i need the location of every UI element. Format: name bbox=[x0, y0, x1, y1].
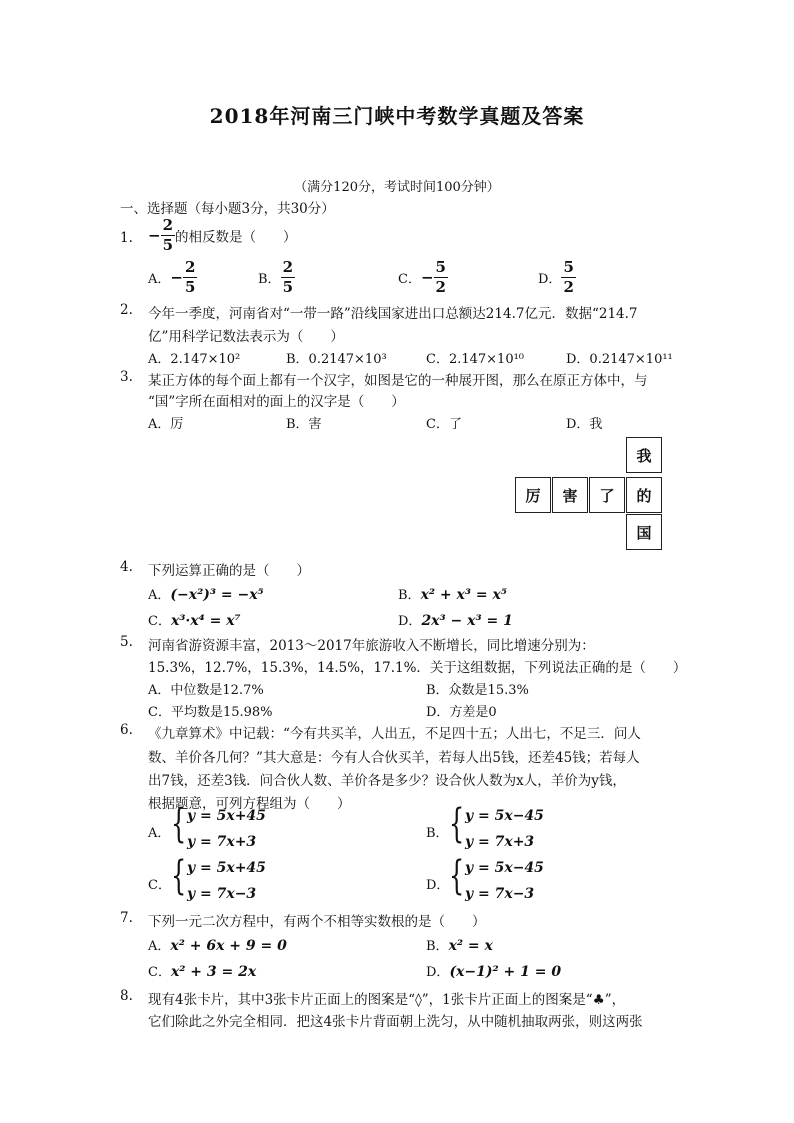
q4-option-c[interactable]: C．x³·x⁴ = x⁷ bbox=[148, 613, 241, 629]
brace-icon: { bbox=[171, 801, 187, 847]
q8-number: 8. bbox=[120, 988, 133, 1004]
q3-option-b[interactable]: B．害 bbox=[286, 417, 322, 432]
q7-option-a[interactable]: A．x² + 6x + 9 = 0 bbox=[148, 938, 287, 954]
net-cell-le: 了 bbox=[589, 477, 625, 513]
q5-option-c[interactable]: C．平均数是15.98% bbox=[148, 705, 273, 720]
exam-subtitle: （满分120分，考试时间100分钟） bbox=[294, 180, 500, 195]
q3-option-c[interactable]: C．了 bbox=[426, 417, 462, 432]
net-cell-wo: 我 bbox=[626, 437, 662, 473]
q6-stem-line1: 《九章算术》中记载：“今有共买羊，人出五，不足四十五；人出七，不足三．问人 bbox=[148, 726, 641, 742]
q3-stem-line1: 某正方体的每个面上都有一个汉字，如图是它的一种展开图，那么在原正方体中，与 bbox=[148, 373, 648, 389]
q3-option-a[interactable]: A．厉 bbox=[148, 417, 184, 432]
q6-option-c-label[interactable]: C． bbox=[148, 878, 171, 893]
q1-option-c[interactable]: C．− $\frac{5}{2}$ bbox=[398, 258, 446, 296]
q7-option-b[interactable]: B．x² = x bbox=[426, 938, 493, 954]
cube-net-figure bbox=[514, 437, 664, 549]
brace-icon: { bbox=[449, 853, 465, 899]
q3-number: 3. bbox=[120, 369, 133, 385]
q8-stem-line2: 它们除此之外完全相同．把这4张卡片背面朝上洗匀，从中随机抽取两张，则这两张 bbox=[148, 1014, 643, 1030]
q4-option-a[interactable]: A．(−x²)³ = −x⁵ bbox=[148, 587, 264, 603]
q5-stem-line1: 河南省游资源丰富，2013～2017年旅游收入不断增长，同比增速分别为： bbox=[148, 638, 595, 654]
q1-stem: − $\frac{2}{5}$ 的相反数是（ ） bbox=[148, 216, 297, 254]
q2-option-c[interactable]: C．2.147×10¹⁰ bbox=[426, 352, 525, 367]
q7-option-c[interactable]: C．x² + 3 = 2x bbox=[148, 964, 257, 980]
q1-option-d[interactable]: D． $\frac{5}{2}$ bbox=[538, 258, 574, 296]
q5-stem-line2: 15.3%，12.7%，15.3%，14.5%，17.1%．关于这组数据，下列说法正确的是（ ） bbox=[148, 660, 687, 676]
q6-number: 6. bbox=[120, 722, 133, 738]
q6-option-d-label[interactable]: D． bbox=[426, 878, 450, 893]
q5-option-b[interactable]: B．众数是15.3% bbox=[426, 683, 529, 698]
q7-stem: 下列一元二次方程中，有两个不相等实数根的是（ ） bbox=[148, 914, 486, 930]
q2-number: 2. bbox=[120, 302, 133, 318]
q6-stem-line2: 数、羊价各几何？”其大意是：今有人合伙买羊，若每人出5钱，还差45钱；若每人 bbox=[148, 750, 640, 766]
net-cell-de: 的 bbox=[626, 477, 662, 513]
q4-option-d[interactable]: D．2x³ − x³ = 1 bbox=[398, 613, 513, 629]
q7-number: 7. bbox=[120, 910, 133, 926]
q2-stem-line2: 亿”用科学记数法表示为（ ） bbox=[148, 329, 344, 345]
q3-stem-line2: “国”字所在面相对的面上的汉字是（ ） bbox=[148, 394, 405, 410]
q4-number: 4. bbox=[120, 559, 133, 575]
brace-icon: { bbox=[449, 801, 465, 847]
q2-stem-line1: 今年一季度，河南省对“一带一路”沿线国家进出口总额达214.7亿元．数据“214.7 bbox=[148, 306, 638, 322]
brace-icon: { bbox=[171, 853, 187, 899]
q3-option-d[interactable]: D．我 bbox=[566, 417, 603, 432]
q8-stem-line1: 现有4张卡片，其中3张卡片正面上的图案是“◊”，1张卡片正面上的图案是“♣”， bbox=[148, 992, 626, 1008]
q6-option-a-label[interactable]: A． bbox=[148, 826, 171, 841]
page-title: 2018年河南三门峡中考数学真题及答案 bbox=[209, 104, 585, 128]
q1-option-a[interactable]: A．− $\frac{2}{5}$ bbox=[148, 258, 196, 296]
net-cell-hai: 害 bbox=[552, 477, 588, 513]
net-cell-guo: 国 bbox=[626, 514, 662, 550]
q5-option-a[interactable]: A．中位数是12.7% bbox=[148, 683, 264, 698]
exam-page: 2018年河南三门峡中考数学真题及答案 （满分120分，考试时间100分钟） 一、选择题（每小题3分，共30分） 1. − $\frac{2}{5}$ 的相反数是（ ） A．− $\frac{2}{5}$ B． $\frac{2}{5}$ C．− $\frac{5}{2}$ D． $\frac{5}{2}$ 2. 今年一季度，河南省对“一带一路”沿线国家进出口总额达214.7亿元．数据“214.7 亿”用科学记数法表示为（ ） A．2.147×10² B．0.2147×10³ C．2.147×10¹⁰ D．0.2147×10¹¹ 3. 某正方体的每个面上都有一个汉字，如图是它的一种展开图，那么在原正方体中，与 “国”字所在面相对的面上的汉字是（ ） A．厉 B．害 C．了 D．我 我 厉 害 了 的 国 4. 下列运算正确的是（ ） A．(−x²)³ = −x⁵ B．x² + x³ = x⁵ C．x³·x⁴ = x⁷ D．2x³ − x³ = 1 5. 河南省游资源丰富，2013～2017年旅游收入不断增长，同比增速分别为： 15.3%，12.7%，15.3%，14.5%，17.1%．关于这组数据，下列说法正确的是（ ） A．中位数是12.7% B．众数是15.3% C．平均数是15.98% D．方差是0 6. 《九章算术》中记载：“今有共买羊，人出五，不足四十五；人出七，不足三．问人 数、羊价各几何？”其大意是：今有人合伙买羊，若每人出5钱，还差45钱；若每人 出7钱，还差3钱．问合伙人数、羊价各是多少？设合伙人数为x人，羊价为y钱， 根据题意，可列方程组为（ ） A． { y = 5x+45 y = 7x+3 B． { y = 5x−45 y = 7x+3 C． { y = 5x+45 y = 7x−3 D． { y = 5x−45 y = 7x−3 7. 下列一元二次方程中，有两个不相等实数根的是（ ） A．x² + 6x + 9 = 0 B．x² = x C．x² + 3 = 2x D．(x−1)² + 1 = 0 8. 现有4张卡片，其中3张卡片正面上的图案是“◊”，1张卡片正面上的图案是“♣”， 它们除此之外完全相同．把这4张卡片背面朝上洗匀，从中随机抽取两张，则这两张 bbox=[0, 0, 794, 1123]
q5-number: 5. bbox=[120, 634, 133, 650]
q2-option-b[interactable]: B．0.2147×10³ bbox=[286, 352, 387, 367]
q6-stem-line3: 出7钱，还差3钱．问合伙人数、羊价各是多少？设合伙人数为x人，羊价为y钱， bbox=[148, 773, 626, 789]
q6-option-b-label[interactable]: B． bbox=[426, 826, 449, 841]
q1-number: 1. bbox=[120, 230, 133, 246]
q2-option-a[interactable]: A．2.147×10² bbox=[148, 352, 241, 367]
q1-option-b[interactable]: B． $\frac{2}{5}$ bbox=[258, 258, 293, 296]
q2-option-d[interactable]: D．0.2147×10¹¹ bbox=[566, 352, 673, 367]
q5-option-d[interactable]: D．方差是0 bbox=[426, 705, 497, 720]
q6-stem-line4: 根据题意，可列方程组为（ ） bbox=[148, 796, 351, 812]
q4-stem: 下列运算正确的是（ ） bbox=[148, 563, 310, 579]
net-cell-li: 厉 bbox=[515, 477, 551, 513]
section-heading: 一、选择题（每小题3分，共30分） bbox=[120, 201, 335, 217]
q4-option-b[interactable]: B．x² + x³ = x⁵ bbox=[398, 587, 507, 603]
q7-option-d[interactable]: D．(x−1)² + 1 = 0 bbox=[426, 964, 562, 980]
